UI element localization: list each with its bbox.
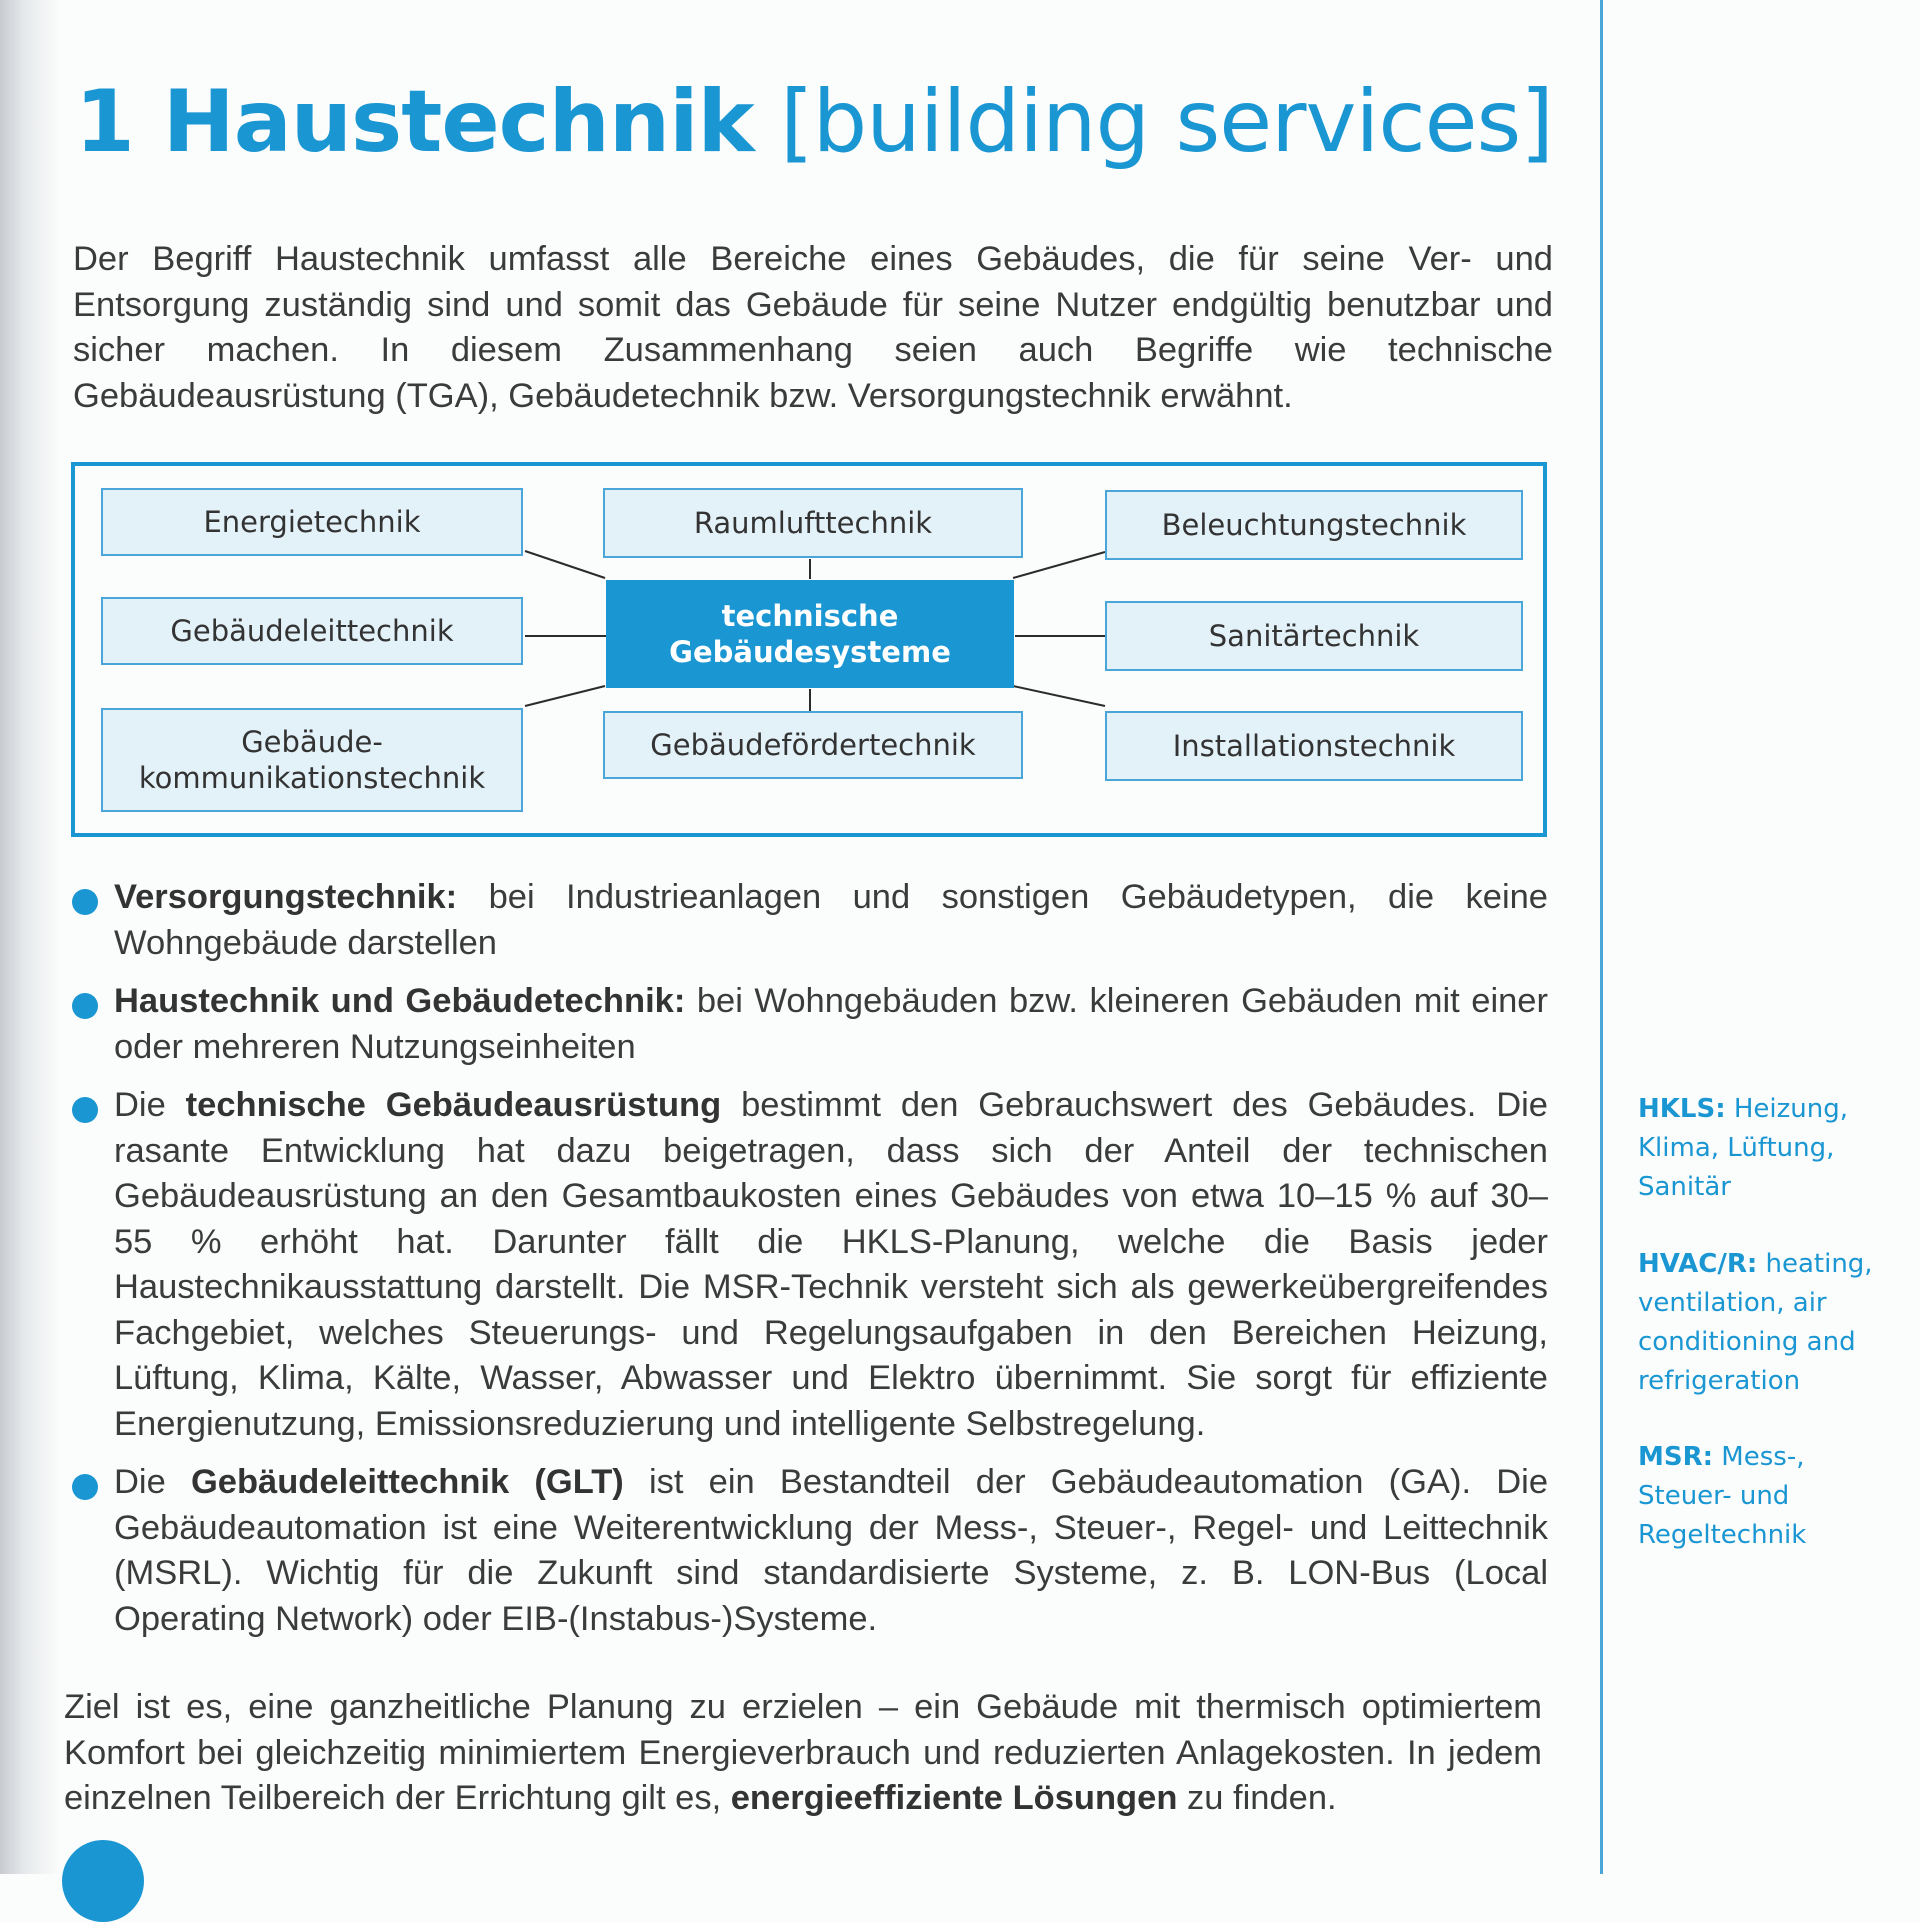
bullet-dot xyxy=(72,1474,98,1500)
box-kommunikation-label-line2: kommunikationstechnik xyxy=(138,761,486,795)
box-raumlufttechnik-label: Raumlufttechnik xyxy=(693,506,933,540)
chapter-title xyxy=(75,62,1553,182)
closing-text: Ziel ist es, eine ganzheitliche Planung zu erzielen – ein Gebäude mit thermisch optimiertem Komfort bei gleichzeitig minimiertem Energieverbrauch und reduzierten Anlagekosten. In jedem einzelnen Teilbereich der Errichtung gilt es, xyxy=(64,1688,1542,1817)
box-sanitaertechnik-label: Sanitärtechnik xyxy=(1208,619,1420,653)
box-technische-gebaeudesysteme xyxy=(606,580,1014,688)
box-beleuchtungstechnik xyxy=(1105,490,1523,560)
sidebar-note-hvacr xyxy=(1638,1245,1888,1401)
bullet-prefix: Die xyxy=(114,1463,191,1501)
box-gebaeudekommunikationstechnik xyxy=(101,708,523,812)
box-energietechnik xyxy=(101,488,523,556)
bullet-prefix: Die xyxy=(114,1086,186,1124)
box-gebaeudefoerdertechnik-label: Gebäudefördertechnik xyxy=(650,728,976,762)
connector-beleuchtung xyxy=(1013,552,1105,578)
chapter-title-main: Haustechnik xyxy=(162,72,754,172)
bullet-text: bestimmt den Gebrauchswert des Gebäudes. Die rasante Entwicklung hat dazu beigetragen, dass sich der Anteil der technischen Gebäudeausrüstung an den Gesamtbaukosten eines Gebäudes von etwa 10–15 % auf 30–55 % erhöht hat. Darunter fällt die HKLS-Planung, welche die Basis jeder Haustechnikausstattung darstellt. Die MSR-Technik versteht sich als gewerkeübergreifendes Fachgebiet, welches Steuerungs- und Regelungsaufgaben in den Bereichen Heizung, Lüftung, Klima, Kälte, Wasser, Abwasser und Elektro übernimmt. Sie sorgt für effiziente Energienutzung, Emissionsreduzierung und intelligente Selbstregelung. xyxy=(114,1086,1548,1443)
bullet-term: Haustechnik und Gebäudetechnik: xyxy=(114,982,686,1020)
sidebar-term: MSR: xyxy=(1638,1442,1714,1472)
chapter-title-translation: [building services] xyxy=(780,72,1553,172)
box-kommunikation-label-line1: Gebäude- xyxy=(241,725,383,759)
bullet-text: bei Wohngebäuden bzw. kleineren Gebäuden mit einer oder mehreren Nutzungseinheiten xyxy=(114,982,1548,1066)
box-sanitaertechnik xyxy=(1105,601,1523,671)
bullet-dot xyxy=(72,993,98,1019)
sidebar-term: HVAC/R: xyxy=(1638,1249,1758,1279)
closing-paragraph xyxy=(64,1685,1542,1822)
sidebar-text: Mess-, Steuer- und Regeltechnik xyxy=(1638,1442,1807,1550)
bullet-text: bei Industrieanlagen und sonstigen Gebäudetypen, die keine Wohngebäude darstellen xyxy=(114,878,1548,962)
box-installationstechnik xyxy=(1105,711,1523,781)
bullet-dot xyxy=(72,889,98,915)
page-spine-shadow xyxy=(0,0,60,1874)
box-beleuchtungstechnik-label: Beleuchtungstechnik xyxy=(1161,508,1467,542)
bullet-glt xyxy=(70,1460,1548,1642)
closing-end: zu finden. xyxy=(1177,1779,1337,1817)
sidebar-text: heating, ventilation, air conditioning and refrigeration xyxy=(1638,1249,1873,1396)
bullet-tga xyxy=(70,1083,1548,1447)
bullet-term: technische Gebäudeausrüstung xyxy=(185,1086,722,1124)
box-gebaeudefoerdertechnik xyxy=(603,711,1023,779)
intro-paragraph: Der Begriff Haustechnik umfasst alle Bereiche eines Gebäudes, die für seine Ver- und Entsorgung zuständig sind und somit das Gebäude für seine Nutzer endgültig benutzbar und sicher machen. In diesem Zusammenhang seien auch Begriffe wie technische Gebäudeausrüstung (TGA), Gebäudetechnik bzw. Versorgungstechnik erwähnt. xyxy=(73,240,1553,415)
connector-kommunikation xyxy=(525,686,605,706)
sidebar-term: HKLS: xyxy=(1638,1094,1726,1124)
bullet-text: ist ein Bestandteil der Gebäudeautomation (GA). Die Gebäudeautomation ist eine Weiterentwicklung der Mess-, Steuer-, Regel- und Leittechnik (MSRL). Wichtig für die Zukunft sind standardisierte Systeme, z. B. LON-Bus (Local Operating Network) oder EIB-(Instabus-)Systeme. xyxy=(114,1463,1549,1638)
center-label-line1: technische xyxy=(721,599,899,633)
sidebar-note-hkls xyxy=(1638,1090,1888,1207)
connector-installation xyxy=(1013,686,1105,706)
connector-energie xyxy=(525,551,605,578)
box-installationstechnik-label: Installationstechnik xyxy=(1172,729,1456,763)
building-systems-diagram xyxy=(71,462,1547,837)
page-corner-badge xyxy=(62,1840,144,1922)
box-raumlufttechnik xyxy=(603,488,1023,558)
center-label-line2: Gebäudesysteme xyxy=(669,635,951,669)
box-energietechnik-label: Energietechnik xyxy=(203,505,421,539)
bullet-versorgungstechnik xyxy=(70,875,1548,966)
bullet-haustechnik xyxy=(70,979,1548,1070)
closing-term: energieeffiziente Lösungen xyxy=(730,1779,1178,1817)
box-gebaeudeleittechnik-label: Gebäudeleittechnik xyxy=(170,614,454,648)
margin-divider xyxy=(1600,0,1603,1874)
sidebar-text: Heizung, Klima, Lüftung, Sanitär xyxy=(1638,1094,1849,1202)
chapter-number: 1 xyxy=(75,72,134,172)
bullet-dot xyxy=(72,1097,98,1123)
sidebar-note-msr xyxy=(1638,1438,1888,1555)
bullet-list xyxy=(70,875,1548,1655)
box-gebaeudeleittechnik xyxy=(101,597,523,665)
bullet-term: Versorgungstechnik: xyxy=(114,878,458,916)
bullet-term: Gebäudeleittechnik (GLT) xyxy=(190,1463,624,1501)
